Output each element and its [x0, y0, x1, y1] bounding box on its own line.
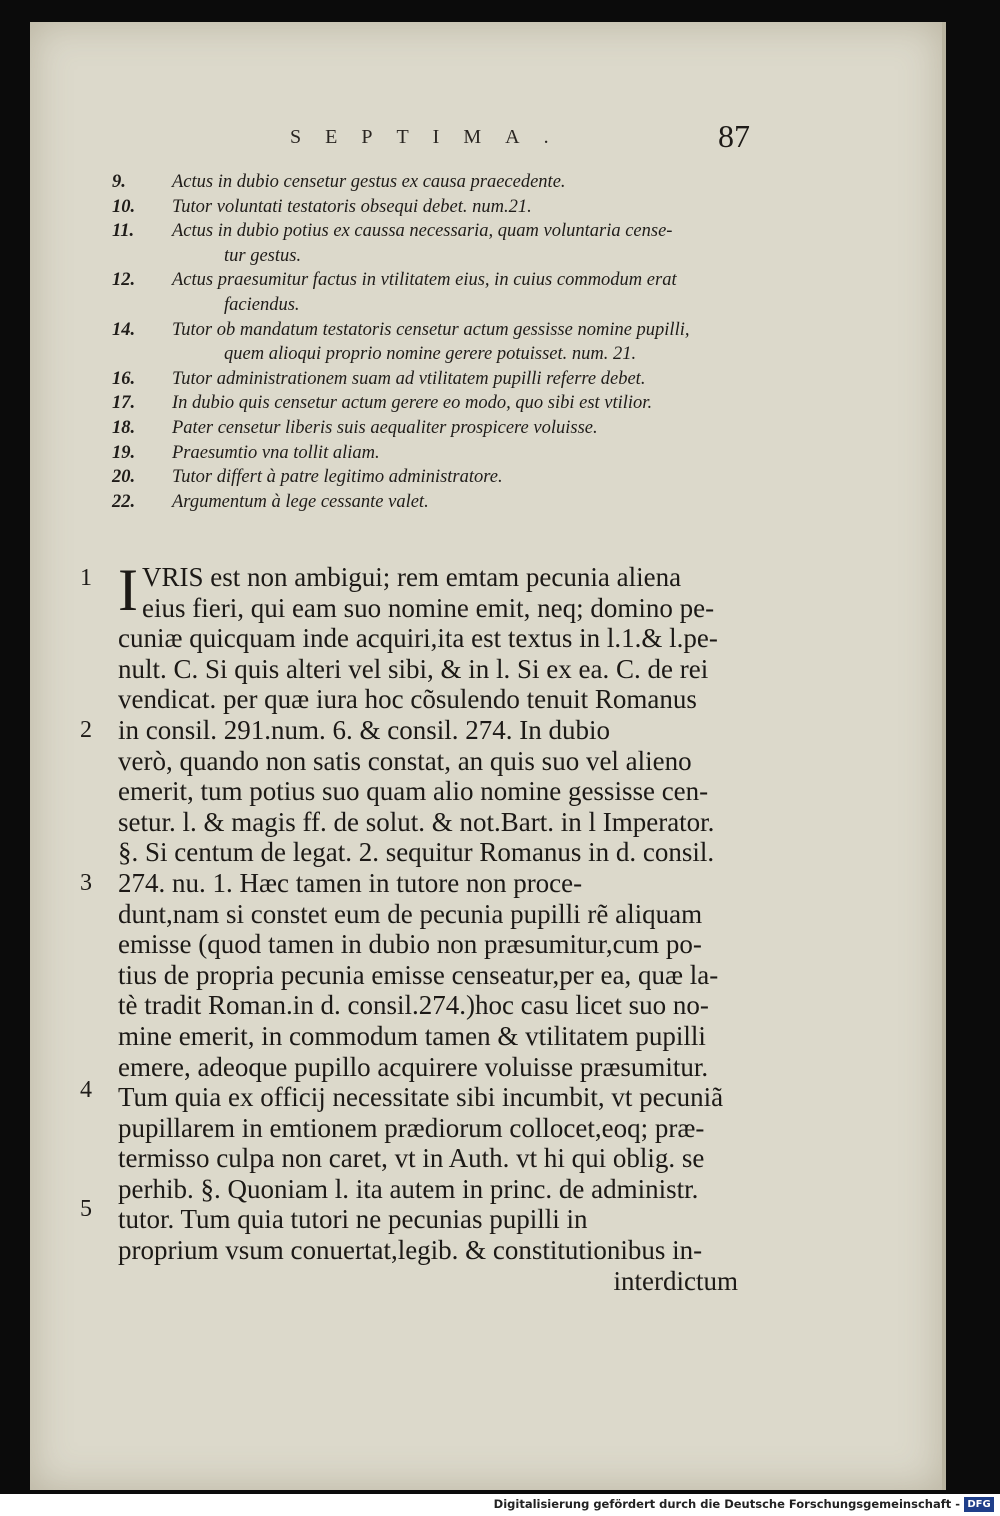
summary-item: [112, 318, 752, 367]
body-line: mine emerit, in commodum tamen & vtilitatem pupilli: [118, 1020, 706, 1051]
marginal-number: 2: [80, 717, 92, 743]
dfg-logo: DFG: [964, 1497, 994, 1512]
body-line: emere, adeoque pupillo acquirere voluisse præsumitur.: [118, 1051, 709, 1082]
summary-text: [172, 318, 752, 367]
summary-line: In dubio quis censetur actum gerere eo modo, quo sibi est vtilior.: [172, 393, 653, 414]
marginal-number: 3: [80, 870, 92, 896]
running-head: SEPTIMA.: [290, 126, 573, 148]
body-line: pupillarem in emtionem prædiorum collocet,eoq; præ-: [118, 1112, 705, 1143]
body-line: verò, quando non satis constat, an quis suo vel alieno: [118, 745, 692, 776]
summary-text: [172, 391, 752, 416]
summary-number: 19.: [112, 442, 136, 463]
footer-credit: Digitalisierung gefördert durch die Deutsche Forschungsgemeinschaft -: [493, 1497, 960, 1511]
summary-item: [112, 391, 752, 416]
summary-text: [172, 441, 752, 466]
body-line: termisso culpa non caret, vt in Auth. vt hi qui oblig. se: [118, 1143, 705, 1174]
body-line: proprium vsum conuertat,legib. & constitutionibus in-: [118, 1235, 703, 1266]
summary-line: Pater censetur liberis suis aequaliter prospicere voluisse.: [172, 417, 598, 438]
summary-line: tur gestus.: [224, 245, 302, 266]
body-line: emerit, tum potius suo quam alio nomine gessisse cen-: [118, 776, 709, 807]
summary-text: [172, 219, 752, 268]
summary-item: [112, 268, 752, 317]
body-line: cuniæ quicquam inde acquiri,ita est textus in l.1.& l.pe-: [118, 623, 718, 654]
drop-cap: I: [118, 557, 138, 623]
summary-line: faciendus.: [224, 294, 300, 315]
body-line: perhib. §. Quoniam l. ita autem in princ. de administr.: [118, 1173, 699, 1204]
summary-number: 20.: [112, 467, 136, 488]
body-line: Tum quia ex officij necessitate sibi incumbit, vt pecuniã: [118, 1082, 724, 1113]
summary-number: 10.: [112, 196, 136, 217]
summary-text: [172, 490, 752, 515]
marginal-number: 4: [80, 1077, 92, 1103]
body-line: interdictum: [613, 1265, 738, 1296]
body-line: eius fieri, qui eam suo nomine emit, neq; domino pe-: [141, 592, 715, 623]
body-text: [118, 557, 738, 1296]
summary-line: Tutor ob mandatum testatoris censetur actum gessisse nomine pupilli,: [172, 319, 690, 340]
summary-item: [112, 170, 752, 195]
body-line: in consil. 291.num. 6. & consil. 274. In dubio: [118, 714, 610, 745]
body-line: 274. nu. 1. Hæc tamen in tutore non proce-: [118, 867, 583, 898]
page-number: 87: [718, 118, 750, 154]
summary-text: [172, 367, 752, 392]
summary-number: 12.: [112, 270, 136, 291]
summary-number: 17.: [112, 393, 136, 414]
body-line: dunt,nam si constet eum de pecunia pupilli rẽ aliquam: [118, 898, 703, 929]
summary-line: Actus in dubio censetur gestus ex causa praecedente.: [172, 172, 566, 192]
summary-line: quem alioqui proprio nomine gerere potuisset. num. 21.: [224, 344, 637, 365]
summary-item: [112, 367, 752, 392]
summary-line: Tutor voluntati testatoris obsequi debet. num.21.: [172, 196, 532, 217]
summary-item: [112, 195, 752, 220]
body-line: nult. C. Si quis alteri vel sibi, & in l. Si ex ea. C. de rei: [118, 653, 709, 684]
summary-item: [112, 219, 752, 268]
summary-line: Actus in dubio potius ex caussa necessaria, quam voluntaria cense-: [172, 221, 673, 242]
footer-strip: [0, 1494, 1000, 1516]
marginal-number: 1: [80, 565, 92, 591]
summary-line: Actus praesumitur factus in vtilitatem eius, in cuius commodum erat: [172, 270, 677, 291]
body-line: §. Si centum de legat. 2. sequitur Romanus in d. consil.: [118, 837, 715, 868]
summary-line: Argumentum à lege cessante valet.: [172, 491, 429, 512]
summary-line: Tutor differt à patre legitimo administratore.: [172, 467, 503, 488]
summary-number: 14.: [112, 319, 136, 340]
summary-number: 18.: [112, 417, 136, 438]
summary-line: Tutor administrationem suam ad vtilitatem pupilli referre debet.: [172, 368, 646, 389]
body-line: setur. l. & magis ff. de solut. & not.Bart. in l Imperator.: [118, 806, 715, 837]
summary-item: [112, 465, 752, 490]
page-header: [290, 108, 750, 158]
body-line: VRIS est non ambigui; rem emtam pecunia aliena: [141, 562, 682, 592]
body-line: emisse (quod tamen in dubio non præsumitur,cum po-: [118, 929, 702, 960]
body-line: tutor. Tum quia tutori ne pecunias pupilli in: [118, 1204, 588, 1235]
summary-text: [172, 416, 752, 441]
summary-number: 16.: [112, 368, 136, 389]
summary-item: [112, 416, 752, 441]
summary-text: [172, 465, 752, 490]
body-line: tè tradit Roman.in d. consil.274.)hoc casu licet suo no-: [118, 990, 709, 1021]
body-line: vendicat. per quæ iura hoc cõsulendo tenuit Romanus: [118, 684, 697, 715]
summary-line: Praesumtio vna tollit aliam.: [172, 442, 380, 463]
marginal-number: 5: [80, 1196, 92, 1222]
summary-number: 22.: [112, 491, 136, 512]
summary-text: [172, 170, 752, 195]
summary-number: 9.: [112, 172, 126, 192]
summary-text: [172, 195, 752, 220]
summary-item: [112, 441, 752, 466]
summary-list: [112, 170, 752, 514]
summary-text: [172, 268, 752, 317]
body-line: tius de propria pecunia emisse censeatur,per ea, quæ la-: [118, 959, 719, 990]
summary-item: [112, 490, 752, 515]
summary-number: 11.: [112, 221, 135, 242]
